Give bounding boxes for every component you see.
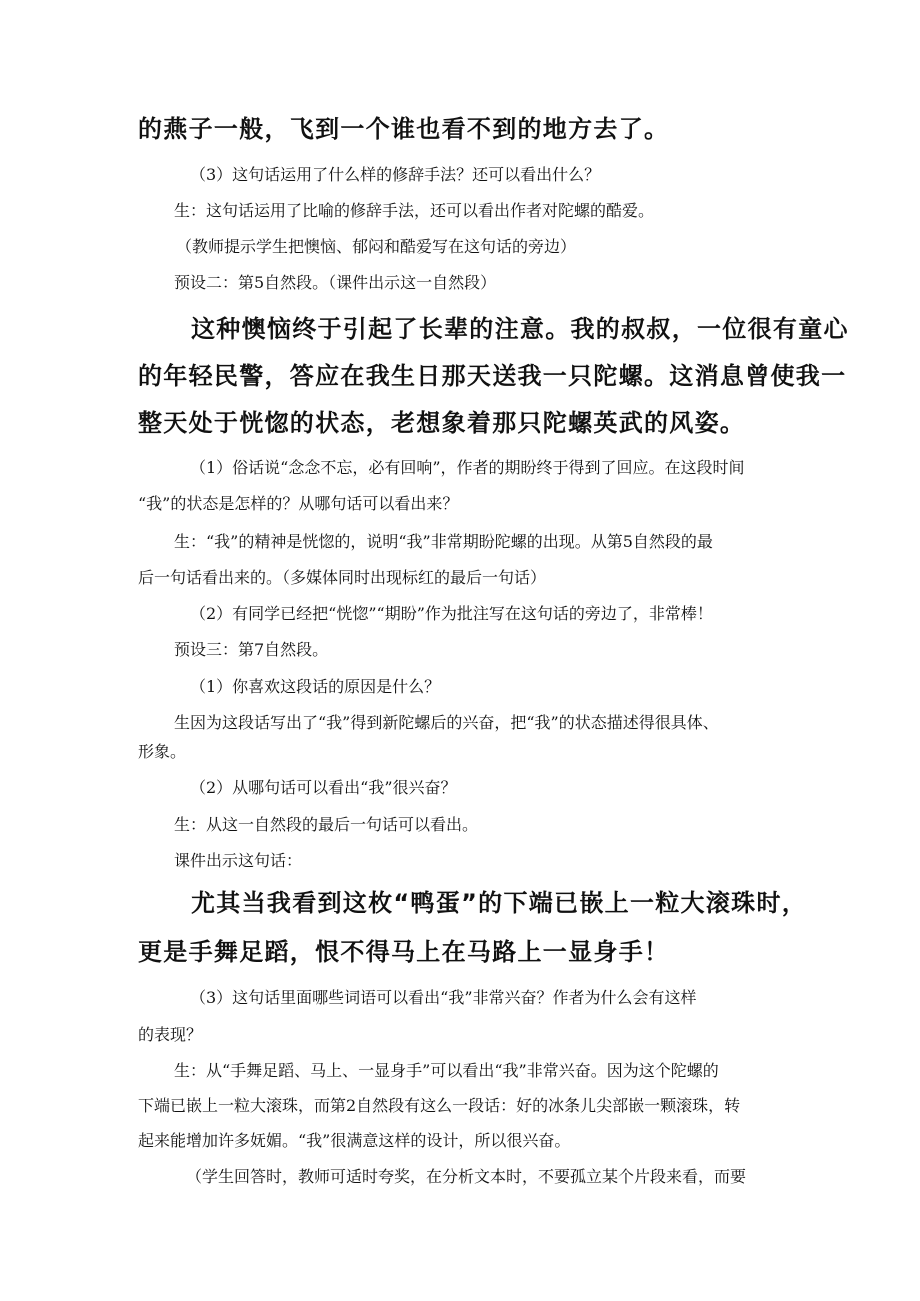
text-line-23: （3）这句话里面哪些词语可以看出“我”非常兴奋？作者为什么会有这样 [190, 988, 697, 1007]
text-line-20: 课件出示这句话： [174, 851, 303, 870]
text-line-2: （3）这句话运用了什么样的修辞手法？还可以看出什么？ [190, 165, 601, 184]
text-line-4: （教师提示学生把懊恼、郁闷和酷爱写在这句话的旁边） [176, 237, 577, 256]
text-line-21: 尤其当我看到这枚“鸭蛋”的下端已嵌上一粒大滚珠时， [191, 889, 808, 917]
text-line-3: 生：这句话运用了比喻的修辞手法，还可以看出作者对陀螺的酷爱。 [174, 201, 655, 220]
text-line-24: 的表现？ [138, 1025, 203, 1044]
text-line-12: 后一句话看出来的。（多媒体同时出现标红的最后一句话） [138, 568, 547, 587]
text-line-14: 预设三：第7自然段。 [174, 640, 329, 659]
text-line-1: 的燕子一般，飞到一个谁也看不到的地方去了。 [138, 115, 670, 143]
text-line-6: 这种懊恼终于引起了长辈的注意。我的叔叔，一位很有童心 [191, 315, 849, 343]
text-line-13: （2）有同学已经把“恍惚”“期盼”作为批注写在这句话的旁边了，非常棒！ [190, 604, 713, 623]
text-line-28: （学生回答时，教师可适时夸奖，在分析文本时，不要孤立某个片段来看，而要 [186, 1167, 747, 1186]
text-line-22: 更是手舞足蹈，恨不得马上在马路上一显身手！ [138, 938, 670, 966]
text-line-26: 下端已嵌上一粒大滚珠，而第2自然段有这么一段话：好的冰条儿尖部嵌一颗滚珠，转 [138, 1096, 741, 1115]
text-line-7: 的年轻民警，答应在我生日那天送我一只陀螺。这消息曾使我一 [138, 362, 847, 390]
text-line-19: 生：从这一自然段的最后一句话可以看出。 [174, 815, 479, 834]
text-line-15: （1）你喜欢这段话的原因是什么？ [190, 677, 441, 696]
text-line-16: 生因为这段话写出了“我”得到新陀螺后的兴奋，把“我”的状态描述得很具体、 [174, 713, 719, 732]
text-line-8: 整天处于恍惚的状态，老想象着那只陀螺英武的风姿。 [138, 409, 746, 437]
text-line-25: 生：从“手舞足蹈、马上、一显身手”可以看出“我”非常兴奋。因为这个陀螺的 [174, 1061, 719, 1080]
text-line-27: 起来能增加许多妩媚。“我”很满意这样的设计，所以很兴奋。 [138, 1131, 571, 1150]
text-line-10: “我”的状态是怎样的？从哪句话可以看出来？ [138, 494, 459, 513]
text-line-18: （2）从哪句话可以看出“我”很兴奋？ [190, 778, 457, 797]
text-line-9: （1）俗话说“念念不忘，必有回响”，作者的期盼终于得到了回应。在这段时间 [190, 458, 745, 477]
text-line-11: 生：“我”的精神是恍惚的，说明“我”非常期盼陀螺的出现。从第5自然段的最 [174, 532, 713, 551]
text-line-5: 预设二：第5自然段。（课件出示这一自然段） [174, 273, 497, 292]
text-line-17: 形象。 [138, 742, 187, 761]
